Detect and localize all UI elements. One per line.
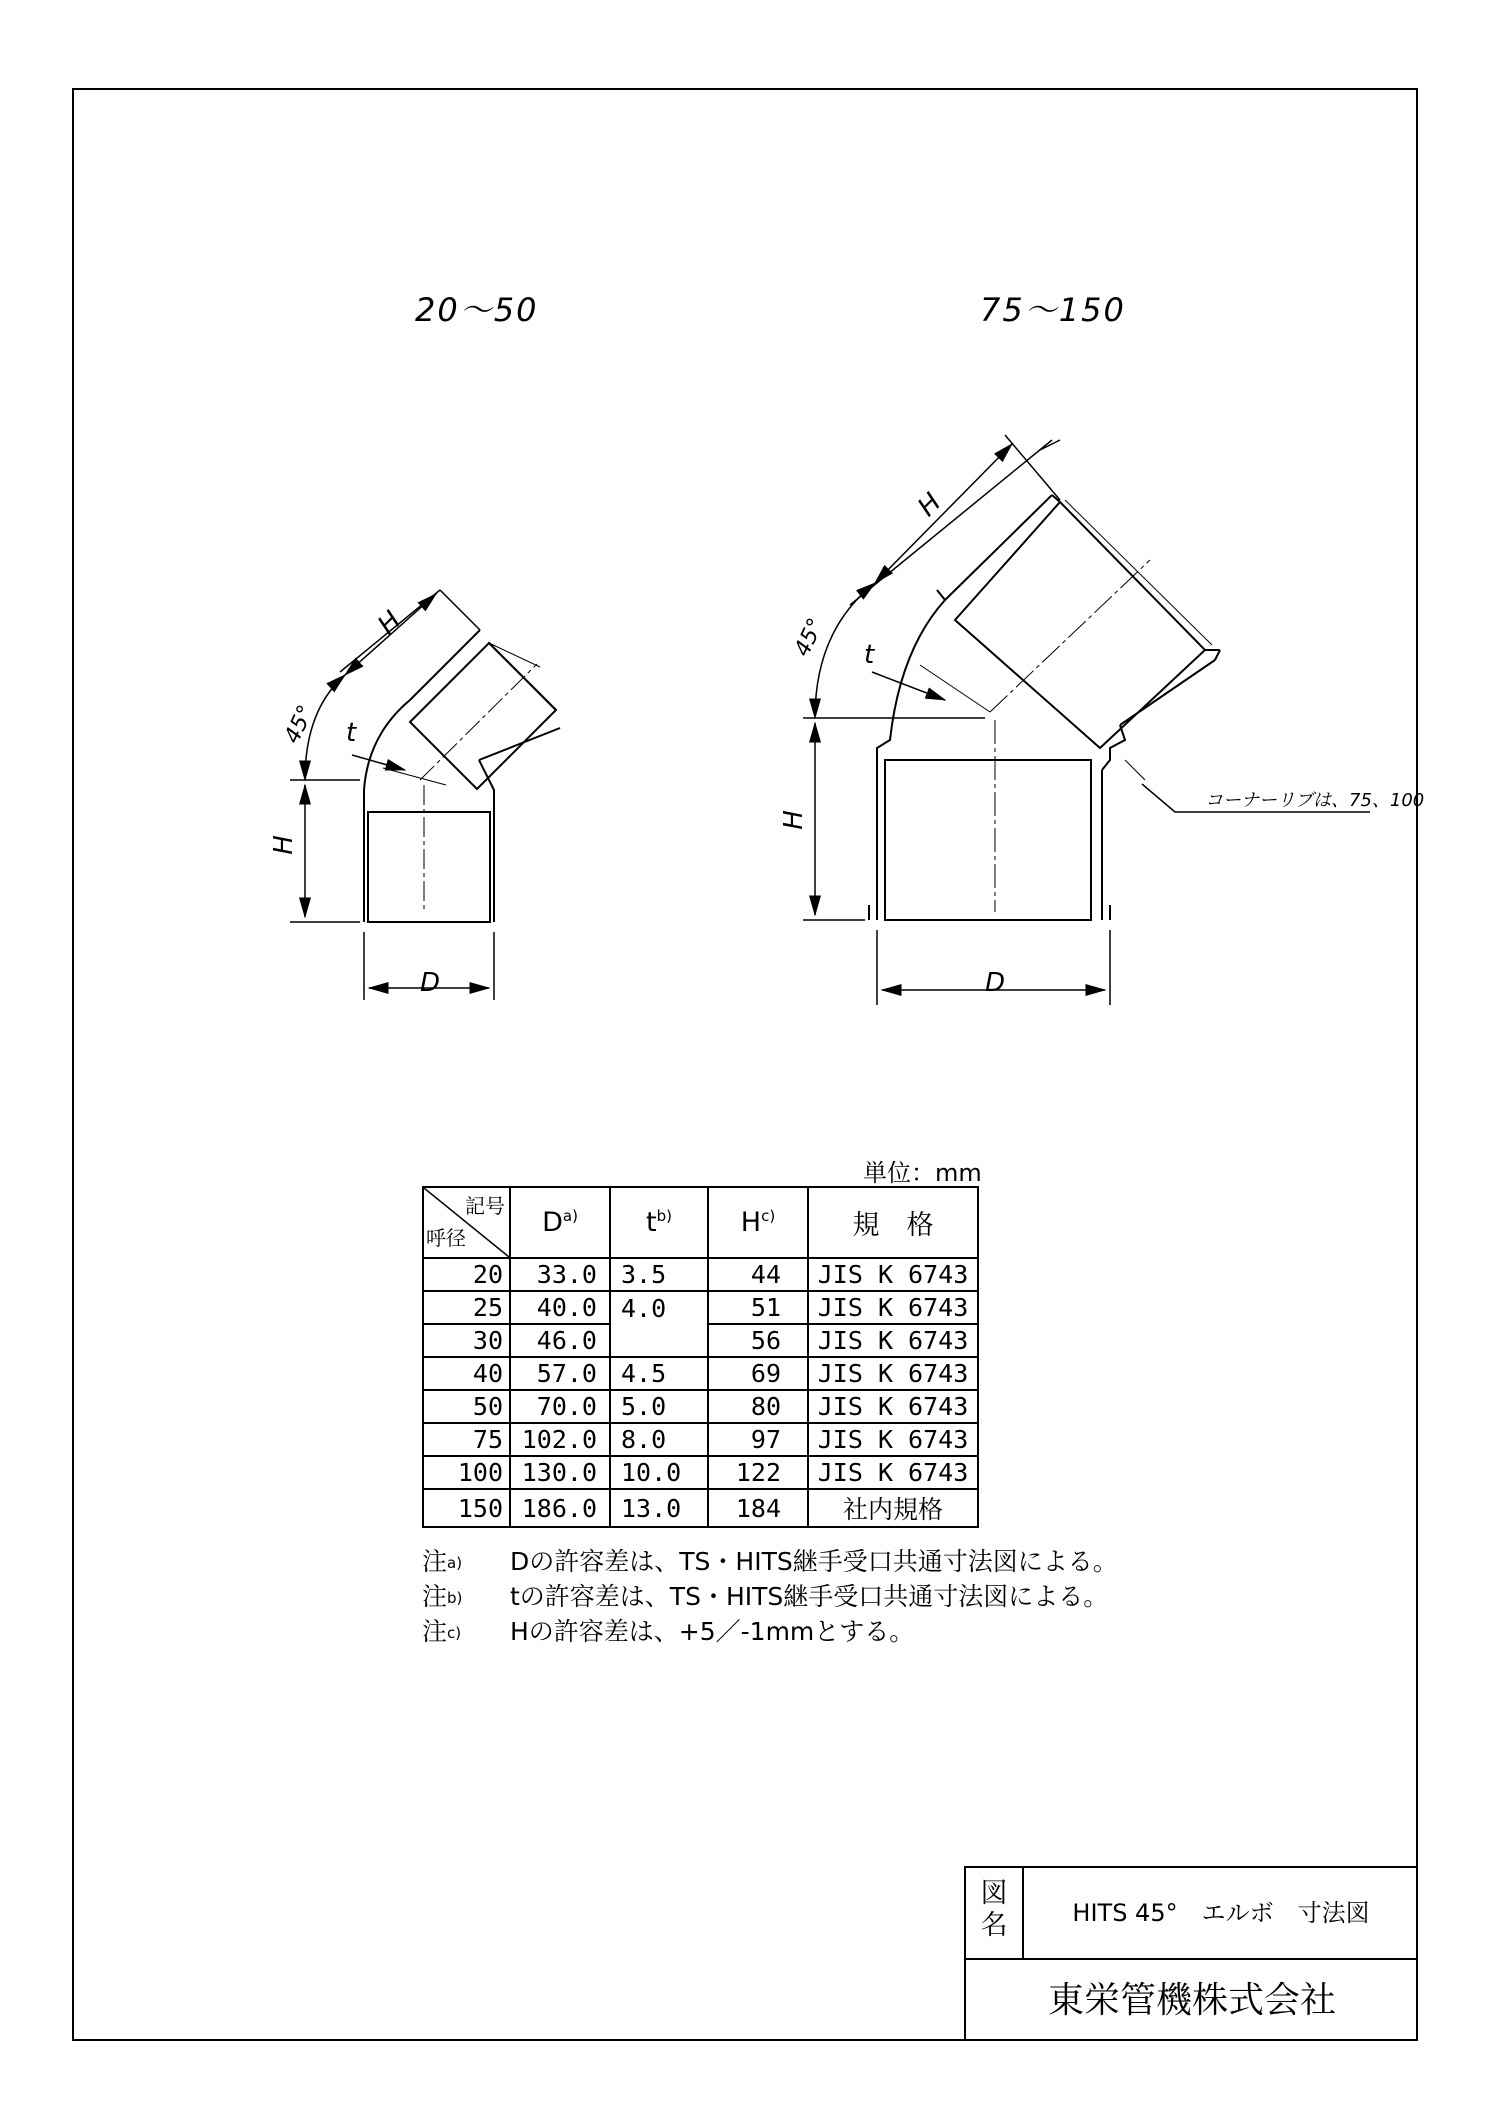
small-dim-H-lower: H (268, 835, 299, 855)
table-cell: 50 (423, 1390, 510, 1423)
header-t: $t^{b)}$ (610, 1187, 708, 1258)
table-cell: JIS K 6743 (808, 1456, 978, 1489)
large-socket-lower (885, 760, 1091, 920)
table-cell: 80 (708, 1390, 808, 1423)
table-cell: JIS K 6743 (808, 1291, 978, 1324)
table-row (423, 1489, 978, 1527)
table-row (423, 1390, 978, 1423)
corner-rib-note: コーナーリブは、75、100 (1205, 790, 1425, 811)
table-cell: 150 (423, 1489, 510, 1527)
large-dim-H-lower: H (778, 810, 809, 830)
spec-table (422, 1186, 979, 1528)
small-elbow-dimensions (290, 590, 494, 1000)
table-cell: 13.0 (610, 1489, 708, 1527)
table-cell: 130.0 (510, 1456, 610, 1489)
table-cell: JIS K 6743 (808, 1324, 978, 1357)
table-cell: 75 (423, 1423, 510, 1456)
table-cell: 40 (423, 1357, 510, 1390)
notes (422, 1545, 1118, 1650)
header-symbol: 記号 (465, 1194, 505, 1218)
large-dim-t: t (864, 640, 875, 670)
table-cell: 33.0 (510, 1258, 610, 1291)
table-cell: 40.0 (510, 1291, 610, 1324)
table-cell: 20 (423, 1258, 510, 1291)
table-cell: JIS K 6743 (808, 1357, 978, 1390)
table-row (423, 1423, 978, 1456)
note-a: 注a) Dの許容差は、TS・HITS継手受口共通寸法図による。 (422, 1547, 1118, 1576)
table-row (423, 1456, 978, 1489)
table-cell: 8.0 (610, 1423, 708, 1456)
table-cell: 51 (708, 1291, 808, 1324)
small-dim-t: t (346, 718, 357, 748)
small-elbow-drawing (364, 630, 560, 922)
note-b: 注b) tの許容差は、TS・HITS継手受口共通寸法図による。 (422, 1582, 1109, 1611)
large-socket-upper (955, 502, 1205, 748)
table-cell: 5.0 (610, 1390, 708, 1423)
small-dim-H-upper: H (372, 605, 408, 641)
table-cell: 186.0 (510, 1489, 610, 1527)
table-cell: 4.5 (610, 1357, 708, 1390)
header-standard: 規 格 (808, 1187, 978, 1258)
table-cell: 122 (708, 1456, 808, 1489)
table-row (423, 1258, 978, 1291)
table-row (423, 1357, 978, 1390)
small-socket-lower (368, 812, 490, 922)
large-elbow-drawing (869, 495, 1220, 920)
table-cell: 3.5 (610, 1258, 708, 1291)
table-cell: 44 (708, 1258, 808, 1291)
large-dim-angle: 45° (789, 614, 830, 661)
title-block (964, 1866, 1418, 2041)
header-D: $D^{a)}$ (510, 1187, 610, 1258)
table-cell: 102.0 (510, 1423, 610, 1456)
table-cell: 184 (708, 1489, 808, 1527)
header-nominal: 呼径 (426, 1226, 466, 1250)
table-cell: 10.0 (610, 1456, 708, 1489)
table-cell: 69 (708, 1357, 808, 1390)
unit-label: 単位：mm (863, 1159, 982, 1187)
large-range-label: 75～150 (980, 291, 1126, 329)
title-block-label: 図 名 (966, 1868, 1024, 1958)
table-cell: JIS K 6743 (808, 1423, 978, 1456)
small-range-label: 20～50 (415, 291, 539, 329)
table-cell: 社内規格 (808, 1489, 978, 1527)
table-row (423, 1291, 978, 1324)
table-cell: 25 (423, 1291, 510, 1324)
drawing-name: HITS 45° エルボ 寸法図 (1072, 1899, 1370, 1927)
header-diagonal-cell (423, 1187, 510, 1258)
table-cell: 70.0 (510, 1390, 610, 1423)
table-cell: 46.0 (510, 1324, 610, 1357)
small-dim-D: D (420, 968, 441, 998)
table-cell: JIS K 6743 (808, 1258, 978, 1291)
large-dim-D: D (985, 968, 1006, 998)
table-cell: 97 (708, 1423, 808, 1456)
small-dim-angle: 45° (279, 701, 320, 748)
table-header-row (423, 1187, 978, 1258)
table-cell: 30 (423, 1324, 510, 1357)
note-c: 注c) Hの許容差は、+5／-1mmとする。 (422, 1617, 915, 1646)
large-dim-H-upper: H (912, 487, 948, 523)
header-H: $H^{c)}$ (708, 1187, 808, 1258)
table-cell: JIS K 6743 (808, 1390, 978, 1423)
table-cell: 56 (708, 1324, 808, 1357)
table-cell: 4.0 (610, 1291, 708, 1357)
company-name: 東栄管機株式会社 (966, 1958, 1418, 2041)
table-cell: 100 (423, 1456, 510, 1489)
table-cell: 57.0 (510, 1357, 610, 1390)
